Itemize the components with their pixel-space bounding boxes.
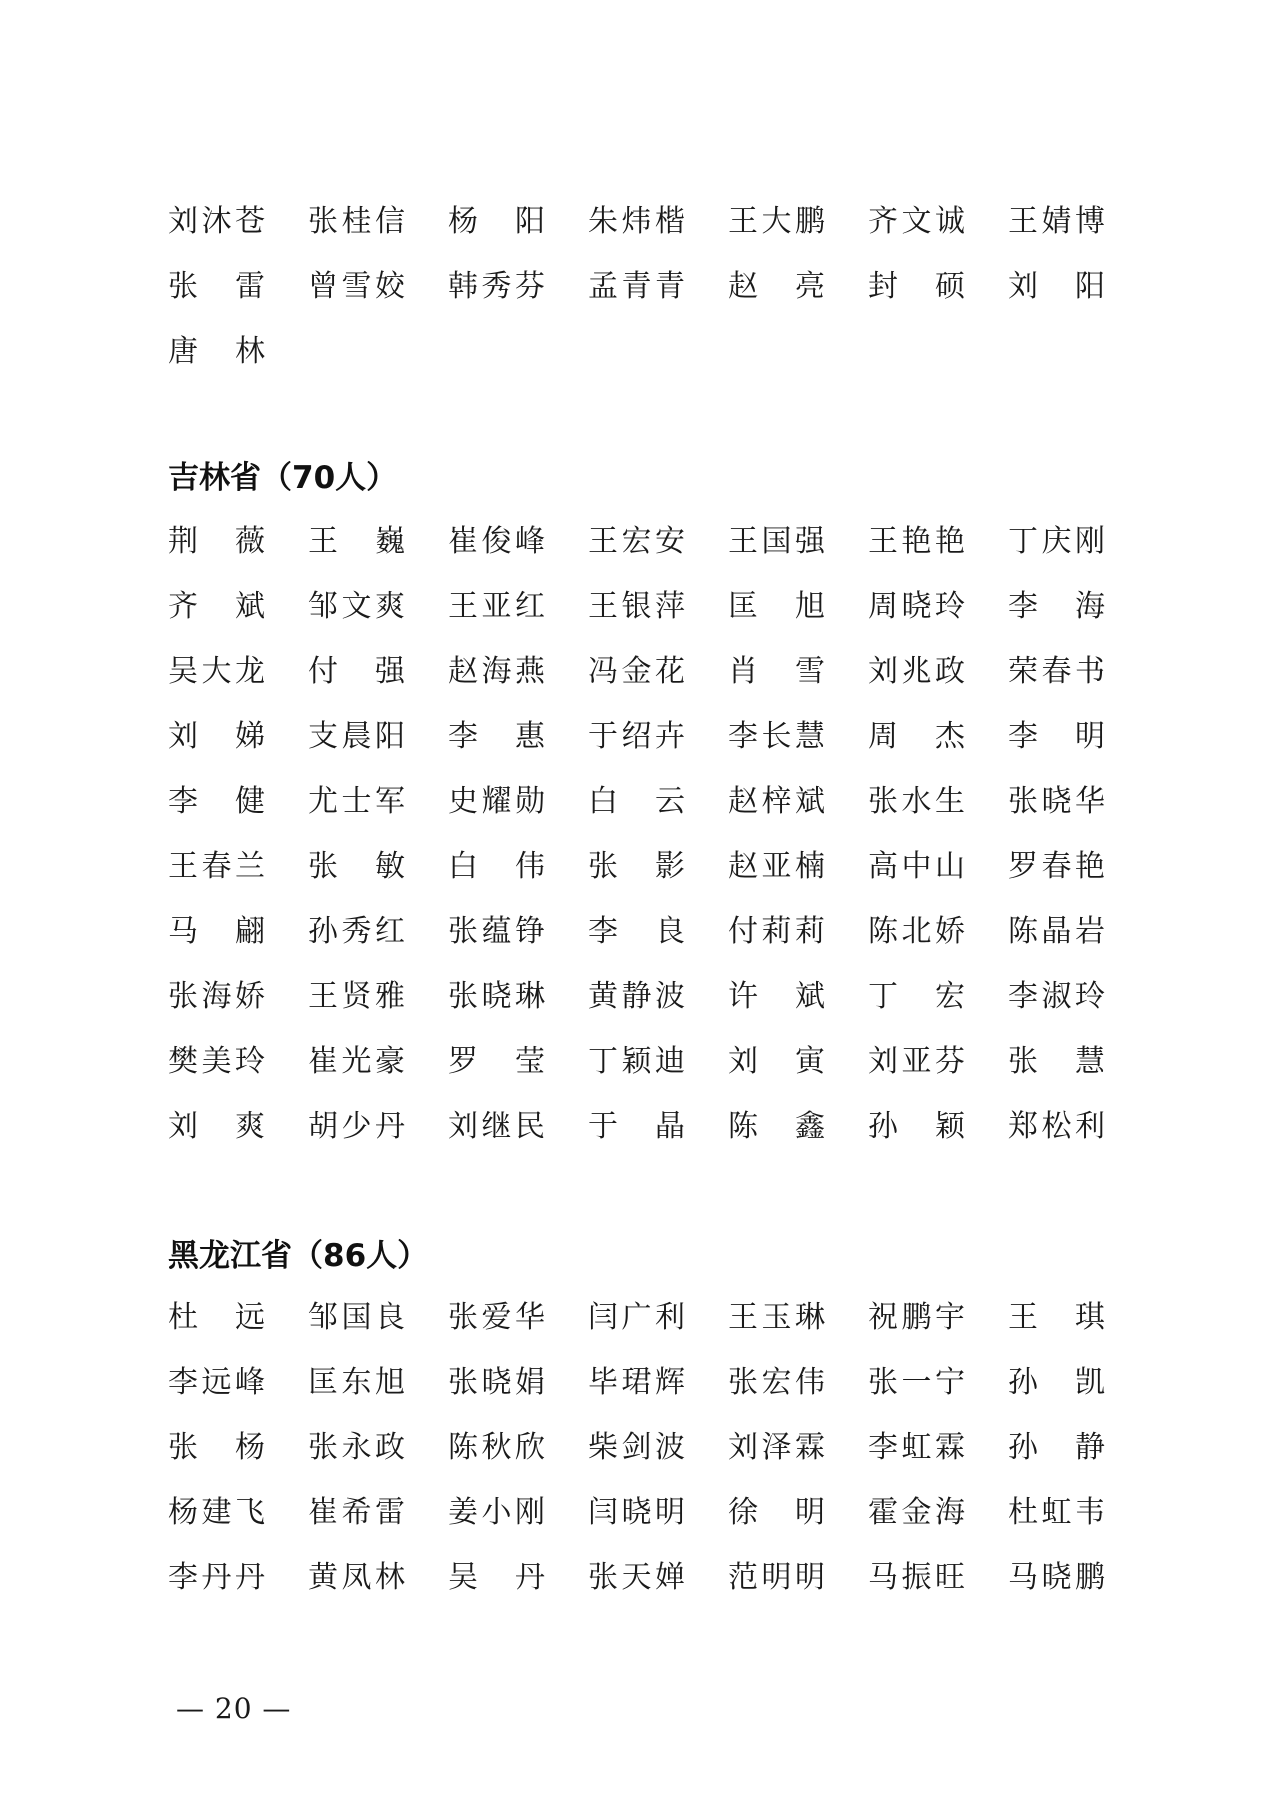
person-name: 张 慧 <box>1008 1044 1105 1079</box>
person-name: 唐 林 <box>168 334 265 369</box>
person-name: 张 蕴 铮 <box>448 914 545 949</box>
person-name: 姜 小 刚 <box>448 1495 545 1530</box>
person-name: 韩 秀 芬 <box>448 269 545 304</box>
person-name: 徐 明 <box>728 1495 825 1530</box>
person-name: 许 斌 <box>728 979 825 1014</box>
person-name: 李 惠 <box>448 719 545 754</box>
person-name: 李 远 峰 <box>168 1365 265 1400</box>
person-name: 孙 凯 <box>1008 1365 1105 1400</box>
person-name: 王 银 萍 <box>588 589 685 624</box>
person-name: 王 巍 <box>308 524 405 559</box>
person-name: 齐 文 诚 <box>868 204 965 239</box>
person-name: 杜 远 <box>168 1300 265 1335</box>
person-name: 齐 斌 <box>168 589 265 624</box>
person-name: 王 贤 雅 <box>308 979 405 1014</box>
person-name: 刘 泽 霖 <box>728 1430 825 1465</box>
person-name: 王 宏 安 <box>588 524 685 559</box>
person-name: 杨 阳 <box>448 204 545 239</box>
person-name: 丁 庆 刚 <box>1008 524 1105 559</box>
person-name: 柴 剑 波 <box>588 1430 685 1465</box>
person-name: 杜 虹 韦 <box>1008 1495 1105 1530</box>
person-name: 罗 春 艳 <box>1008 849 1105 884</box>
person-name: 刘 沐 苍 <box>168 204 265 239</box>
person-name: 杨 建 飞 <box>168 1495 265 1530</box>
person-name: 范 明 明 <box>728 1560 825 1595</box>
person-name: 陈 鑫 <box>728 1109 825 1144</box>
person-name: 李 健 <box>168 784 265 819</box>
person-name: 付 莉 莉 <box>728 914 825 949</box>
person-name: 黄 凤 林 <box>308 1560 405 1595</box>
person-name: 张 桂 信 <box>308 204 405 239</box>
person-name: 霍 金 海 <box>868 1495 965 1530</box>
person-name: 李 淑 玲 <box>1008 979 1105 1014</box>
person-name: 匡 东 旭 <box>308 1365 405 1400</box>
person-name: 马 翩 <box>168 914 265 949</box>
person-name: 闫 广 利 <box>588 1300 685 1335</box>
person-name: 肖 雪 <box>728 654 825 689</box>
person-name: 黄 静 波 <box>588 979 685 1014</box>
person-name: 付 强 <box>308 654 405 689</box>
person-name: 李 丹 丹 <box>168 1560 265 1595</box>
person-name: 陈 晶 岩 <box>1008 914 1105 949</box>
person-name: 丁 颖 迪 <box>588 1044 685 1079</box>
person-name: 白 伟 <box>448 849 545 884</box>
person-name: 马 晓 鹏 <box>1008 1560 1105 1595</box>
person-name: 祝 鹏 宇 <box>868 1300 965 1335</box>
person-name: 李 海 <box>1008 589 1105 624</box>
person-name: 崔 希 雷 <box>308 1495 405 1530</box>
person-name: 崔 俊 峰 <box>448 524 545 559</box>
person-name: 张 爱 华 <box>448 1300 545 1335</box>
person-name: 郑 松 利 <box>1008 1109 1105 1144</box>
person-name: 张 雷 <box>168 269 265 304</box>
person-name: 丁 宏 <box>868 979 965 1014</box>
person-name: 史 耀 勋 <box>448 784 545 819</box>
person-name: 刘 亚 芬 <box>868 1044 965 1079</box>
person-name: 王 春 兰 <box>168 849 265 884</box>
names-grid <box>168 189 1148 384</box>
person-name: 曾 雪 姣 <box>308 269 405 304</box>
person-name: 樊 美 玲 <box>168 1044 265 1079</box>
person-name: 王 艳 艳 <box>868 524 965 559</box>
person-name: 于 绍 卉 <box>588 719 685 754</box>
person-name: 于 晶 <box>588 1109 685 1144</box>
person-name: 陈 秋 欣 <box>448 1430 545 1465</box>
person-name: 孟 青 青 <box>588 269 685 304</box>
person-name: 荆 薇 <box>168 524 265 559</box>
person-name: 胡 少 丹 <box>308 1109 405 1144</box>
person-name: 孙 秀 红 <box>308 914 405 949</box>
person-name: 张 晓 华 <box>1008 784 1105 819</box>
person-name: 王 琪 <box>1008 1300 1105 1335</box>
person-name: 刘 寅 <box>728 1044 825 1079</box>
person-name: 张 水 生 <box>868 784 965 819</box>
person-name: 刘 爽 <box>168 1109 265 1144</box>
person-name: 王 婧 博 <box>1008 204 1105 239</box>
person-name: 张 一 宁 <box>868 1365 965 1400</box>
person-name: 张 影 <box>588 849 685 884</box>
person-name: 陈 北 娇 <box>868 914 965 949</box>
person-name: 赵 梓 斌 <box>728 784 825 819</box>
person-name: 尤 士 军 <box>308 784 405 819</box>
person-name: 李 良 <box>588 914 685 949</box>
person-name: 赵 亚 楠 <box>728 849 825 884</box>
person-name: 孙 静 <box>1008 1430 1105 1465</box>
person-name: 李 长 慧 <box>728 719 825 754</box>
person-name: 毕 珺 辉 <box>588 1365 685 1400</box>
person-name: 冯 金 花 <box>588 654 685 689</box>
person-name: 张 宏 伟 <box>728 1365 825 1400</box>
person-name: 支 晨 阳 <box>308 719 405 754</box>
person-name: 张 晓 娟 <box>448 1365 545 1400</box>
section-heading: 黑龙江省（86人） <box>168 1238 429 1274</box>
person-name: 孙 颖 <box>868 1109 965 1144</box>
person-name: 张 永 政 <box>308 1430 405 1465</box>
person-name: 马 振 旺 <box>868 1560 965 1595</box>
person-name: 李 虹 霖 <box>868 1430 965 1465</box>
person-name: 赵 亮 <box>728 269 825 304</box>
person-name: 张 敏 <box>308 849 405 884</box>
person-name: 张 杨 <box>168 1430 265 1465</box>
person-name: 张 晓 琳 <box>448 979 545 1014</box>
person-name: 王 亚 红 <box>448 589 545 624</box>
person-name: 刘 继 民 <box>448 1109 545 1144</box>
person-name: 周 晓 玲 <box>868 589 965 624</box>
page-number: — 20 — <box>176 1692 292 1725</box>
person-name: 崔 光 豪 <box>308 1044 405 1079</box>
names-grid <box>168 509 1148 1159</box>
person-name: 封 硕 <box>868 269 965 304</box>
person-name: 荣 春 书 <box>1008 654 1105 689</box>
person-name: 高 中 山 <box>868 849 965 884</box>
names-grid <box>168 1285 1148 1610</box>
person-name: 赵 海 燕 <box>448 654 545 689</box>
person-name: 刘 兆 政 <box>868 654 965 689</box>
person-name: 白 云 <box>588 784 685 819</box>
person-name: 刘 娣 <box>168 719 265 754</box>
person-name: 罗 莹 <box>448 1044 545 1079</box>
person-name: 张 海 娇 <box>168 979 265 1014</box>
person-name: 王 玉 琳 <box>728 1300 825 1335</box>
person-name: 邹 国 良 <box>308 1300 405 1335</box>
person-name: 周 杰 <box>868 719 965 754</box>
person-name: 王 国 强 <box>728 524 825 559</box>
person-name: 闫 晓 明 <box>588 1495 685 1530</box>
person-name: 李 明 <box>1008 719 1105 754</box>
person-name: 张 天 婵 <box>588 1560 685 1595</box>
person-name: 朱 炜 楷 <box>588 204 685 239</box>
person-name: 邹 文 爽 <box>308 589 405 624</box>
person-name: 匡 旭 <box>728 589 825 624</box>
section-heading: 吉林省（70人） <box>168 460 398 496</box>
person-name: 王 大 鹏 <box>728 204 825 239</box>
person-name: 吴 大 龙 <box>168 654 265 689</box>
person-name: 吴 丹 <box>448 1560 545 1595</box>
person-name: 刘 阳 <box>1008 269 1105 304</box>
